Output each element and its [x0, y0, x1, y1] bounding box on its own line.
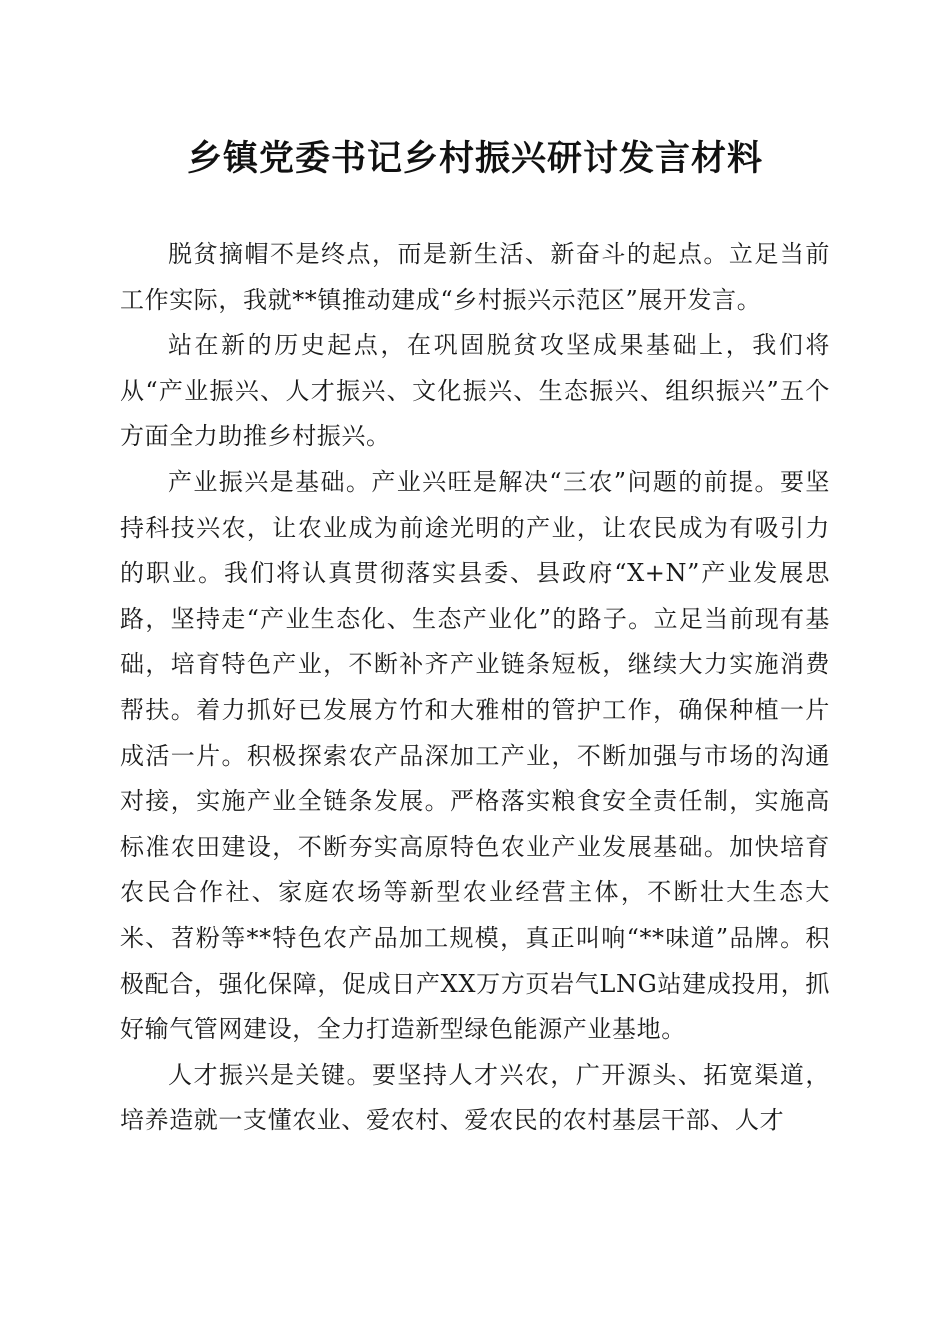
- paragraph-intro: 脱贫摘帽不是终点，而是新生活、新奋斗的起点。立足当前工作实际，我就**镇推动建成“乡村振兴示范区”展开发言。: [120, 240, 830, 314]
- document-body: [120, 232, 830, 1144]
- paragraph-industry: 产业振兴是基础。产业兴旺是解决“三农”问题的前提。要坚持科技兴农，让农业成为前途光明的产业，让农民成为有吸引力的职业。我们将认真贯彻落实县委、县政府“X+N”产业发展思路，坚持走“产业生态化、生态产业化”的路子。立足当前现有基础，培育特色产业，不断补齐产业链条短板，继续大力实施消费帮扶。着力抓好已发展方竹和大雅柑的管护工作，确保种植一片成活一片。积极探索农产品深加工产业，不断加强与市场的沟通对接，实施产业全链条发展。严格落实粮食安全责任制，实施高标准农田建设，不断夯实高原特色农业产业发展基础。加快培育农民合作社、家庭农场等新型农业经营主体，不断壮大生态大米、苕粉等**特色农产品加工规模，真正叫响“**味道”品牌。积极配合，强化保障，促成日产XX万方页岩气LNG站建成投用，抓好输气管网建设，全力打造新型绿色能源产业基地。: [120, 467, 830, 1044]
- document-title: 乡镇党委书记乡村振兴研讨发言材料: [186, 138, 763, 179]
- paragraph-overview: 站在新的历史起点，在巩固脱贫攻坚成果基础上，我们将从“产业振兴、人才振兴、文化振兴、生态振兴、组织振兴”五个方面全力助推乡村振兴。: [120, 331, 830, 451]
- paragraph-talent: 人才振兴是关键。要坚持人才兴农，广开源头、拓宽渠道，培养造就一支懂农业、爱农村、爱农民的农村基层干部、人才: [120, 1060, 830, 1135]
